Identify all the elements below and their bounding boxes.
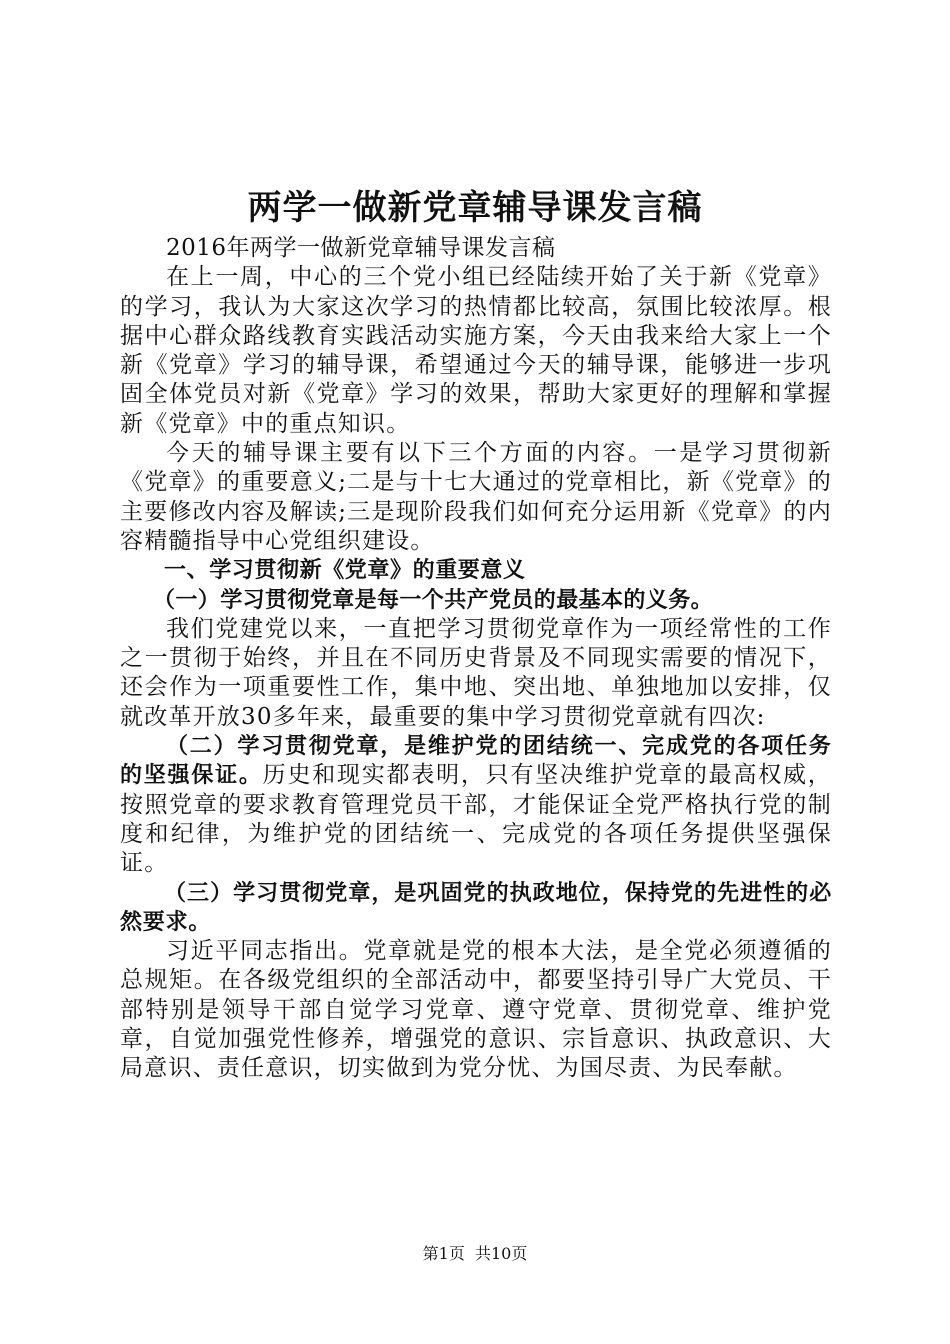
paragraph-outline: 今天的辅导课主要有以下三个方面的内容。一是学习贯彻新《党章》的重要意义;二是与十七大通过的党章相比，新《党章》的主要修改内容及解读;三是现阶段我们如何充分运用新《党章》的内容精髓指导中心党组织建设。 (120, 440, 832, 554)
paragraph-quote: 习近平同志指出。党章就是党的根本大法，是全党必须遵循的总规矩。在各级党组织的全部活动中，都要坚持引导广大党员、干部特别是领导干部自觉学习党章、遵守党章、贯彻党章、维护党章，自觉加强党性修养，增强党的意识、宗旨意识、执政意识、大局意识、责任意识，切实做到为党分忧、为国尽责、为民奉献。 (120, 938, 832, 1082)
paragraph-intro: 在上一周，中心的三个党小组已经陆续开始了关于新《党章》的学习，我认为大家这次学习的热情都比较高，氛围比较浓厚。根据中心群众路线教育实践活动实施方案，今天由我来给大家上一个新《党章》学习的辅导课，希望通过今天的辅导课，能够进一步巩固全体党员对新《党章》学习的效果，帮助大家更好的理解和掌握新《党章》中的重点知识。 (120, 264, 832, 437)
paragraph-history: 我们党建党以来，一直把学习贯彻党章作为一项经常性的工作之一贯彻于始终，并且在不同历史背景及不同现实需要的情况下，还会作为一项重要性工作，集中地、突出地、单独地加以安排，仅就改革开放30多年来，最重要的集中学习贯彻党章就有四次: (120, 615, 832, 730)
section-heading-1: 一、学习贯彻新《党章》的重要意义 (164, 558, 526, 584)
subsection-heading-2: （二）学习贯彻党章，是维护党的团结统一、完成党的各项任务的坚强保证。 (120, 734, 832, 789)
document-title: 两学一做新党章辅导课发言稿 (247, 188, 703, 228)
subsection-heading-3: （三）学习贯彻党章，是巩固党的执政地位，保持党的先进性的必然要求。 (120, 880, 832, 935)
subsection-heading-1: （一）学习贯彻党章是每一个共产党员的最基本的义务。 (153, 587, 714, 613)
document-body (120, 234, 832, 1084)
paragraph-subsection-2 (120, 732, 832, 878)
document-subtitle: 2016年两学一做新党章辅导课发言稿 (166, 235, 556, 261)
page-footer: 第1页 共10页 (422, 1244, 528, 1263)
subsection-2-body: 历史和现实都表明，只有坚决维护党章的最高权威，按照党章的要求教育管理党员干部，才能保证全党严格执行党的制度和纪律，为维护党的团结统一、完成党的各项任务提供坚强保证。 (120, 762, 832, 877)
